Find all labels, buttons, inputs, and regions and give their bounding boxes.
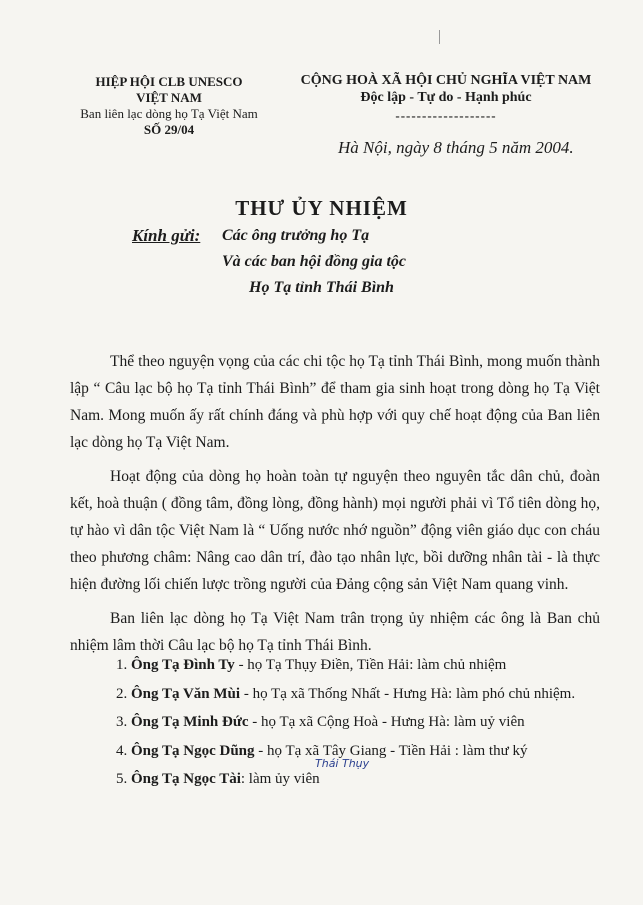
document-date: Hà Nội, ngày 8 tháng 5 năm 2004. <box>338 138 574 157</box>
issuing-organization <box>54 74 284 138</box>
scan-mark <box>439 30 440 44</box>
list-item: 4. Ông Tạ Ngọc Dũng - họ Tạ xã Tây Giang - Tiền Hải : làm thư ký <box>116 742 528 759</box>
addressee-line2: Và các ban hội đồng gia tộc <box>222 253 407 270</box>
list-item: 2. Ông Tạ Văn Mùi - họ Tạ xã Thống Nhất - Hưng Hà: làm phó chủ nhiệm. <box>116 685 576 702</box>
country-name: CỘNG HOÀ XÃ HỘI CHỦ NGHĨA VIỆT NAM <box>300 73 592 88</box>
org-name-line2: VIỆT NAM <box>136 90 202 105</box>
member-list <box>116 651 575 794</box>
national-motto: Độc lập - Tự do - Hạnh phúc <box>360 90 532 105</box>
addressee-line3: Họ Tạ tỉnh Thái Bình <box>249 279 394 296</box>
addressee-line1: Các ông trưởng họ Tạ <box>222 227 370 244</box>
list-item: 3. Ông Tạ Minh Đức - họ Tạ xã Cộng Hoà - Hưng Hà: làm uỷ viên <box>116 714 525 730</box>
list-item: 1. Ông Tạ Đình Ty - họ Tạ Thụy Điền, Tiền Hải: làm chủ nhiệm <box>116 657 507 673</box>
national-header <box>286 72 606 124</box>
handwritten-note: Thái Thụy <box>315 757 370 770</box>
document-number: SỐ 29/04 <box>143 122 195 137</box>
addressee-label: Kính gửi: <box>132 226 201 245</box>
paragraph: Ban liên lạc dòng họ Tạ Việt Nam trân trọng ủy nhiệm các ông là Ban chủ nhiệm lâm thời Câu lạc bộ họ Tạ tỉnh Thái Bình. <box>70 610 600 654</box>
header-divider: ------------------- <box>395 108 497 123</box>
org-name-line1: HIỆP HỘI CLB UNESCO <box>95 74 243 89</box>
list-item: 5. Ông Tạ Ngọc Tài: làm ủy viên <box>116 771 320 787</box>
paragraph: Hoạt động của dòng họ hoàn toàn tự nguyện theo nguyên tắc dân chủ, đoàn kết, hoà thuận ( đồng tâm, đồng lòng, đồng hành) mọi người phải vì Tổ tiên dòng họ, tự hào vì dân tộc Việt Nam là “ Uống nước nhớ nguồn” động viên giáo dục con cháu theo phương châm: Nâng cao dân trí, đào tạo nhân lực, bồi dưỡng nhân tài - là thực hiện đường lối chiến lược trồng người của Đảng cộng sản Việt Nam quang vinh. <box>70 468 600 593</box>
document-title: THƯ ỦY NHIỆM <box>235 196 408 220</box>
paragraph: Thể theo nguyện vọng của các chi tộc họ Tạ tỉnh Thái Bình, mong muốn thành lập “ Câu lạc bộ họ Tạ tỉnh Thái Bình” để tham gia sinh hoạt trong dòng họ Tạ Việt Nam. Mong muốn ấy rất chính đáng và phù hợp với quy chế hoạt động của Ban liên lạc dòng họ Tạ Việt Nam. <box>70 353 600 451</box>
org-subunit: Ban liên lạc dòng họ Tạ Việt Nam <box>80 106 258 121</box>
letter-body <box>70 348 600 666</box>
